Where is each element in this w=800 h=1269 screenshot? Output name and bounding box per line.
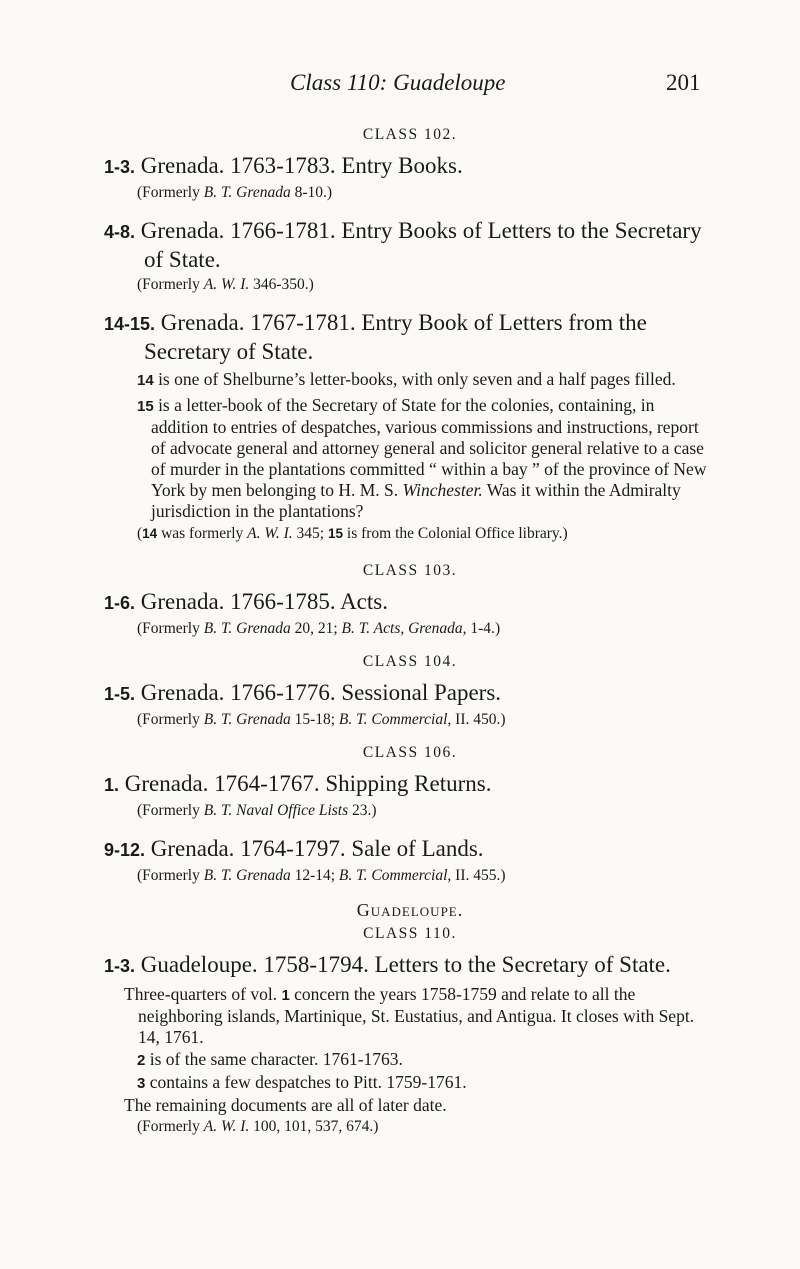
class-heading: CLASS 110. [363,925,457,942]
running-title: Class 110: Guadeloupe [290,70,506,95]
class-102-section [104,126,708,544]
entry-number: 1-6. [104,593,136,613]
note-paragraph: The remaining documents are all of later date. [124,1095,447,1115]
entry-text: Grenada. 1766-1781. Entry Books of Letters to the Secretary of State. [140,218,702,272]
note-paragraph: 3 contains a few despatches to Pitt. 1759-1761. [137,1072,467,1092]
entry-title [104,679,708,708]
entry-text: Grenada. 1764-1797. Sale of Lands. [150,836,484,861]
entry-title [104,951,708,980]
entry-title [104,217,708,273]
entry-number: 1. [104,775,120,795]
entry-number: 14-15. [104,314,156,334]
section-heading: Guadeloupe. [356,900,464,920]
entry-formerly: (Formerly B. T. Grenada 8-10.) [137,184,333,201]
note-paragraph: Three-quarters of vol. 1 concern the years 1758-1759 and relate to all the neighboring islands, Martinique, St. Eustatius, and Antigua. It closes with Sept. 14, 1761. [124,984,695,1047]
entry-number: 4-8. [104,222,136,242]
class-heading: CLASS 103. [362,562,458,579]
class-106-section [104,744,708,886]
entry-formerly: (Formerly A. W. I. 100, 101, 537, 674.) [137,1118,379,1135]
entry-text: Guadeloupe. 1758-1794. Letters to the Secretary of State. [140,952,671,977]
page-content [104,126,708,1151]
class-heading: CLASS 104. [362,653,458,670]
guadeloupe-section [104,900,708,1137]
entry-title [104,588,708,617]
running-head [0,70,800,110]
entry-title [104,152,708,181]
class-heading: CLASS 102. [362,126,458,143]
entry-title [104,835,708,864]
page-number: 201 [666,70,701,95]
class-heading: CLASS 106. [362,744,458,761]
entry-text: Grenada. 1767-1781. Entry Book of Letters from the Secretary of State. [144,310,647,364]
entry-number: 9-12. [104,840,146,860]
entry-text: Grenada. 1764-1767. Shipping Returns. [124,771,492,796]
entry-text: Grenada. 1763-1783. Entry Books. [140,153,463,178]
entry-text: Grenada. 1766-1785. Acts. [140,589,388,614]
note-paragraph: 14 is one of Shelburne’s letter-books, with only seven and a half pages filled. [137,369,676,389]
entry-number: 1-3. [104,157,136,177]
entry-number: 1-5. [104,684,136,704]
entry-text: Grenada. 1766-1776. Sessional Papers. [140,680,502,705]
class-104-section [104,653,708,730]
note-paragraph: 2 is of the same character. 1761-1763. [137,1049,403,1069]
class-103-section [104,562,708,639]
entry-formerly: (14 was formerly A. W. I. 345; 15 is from the Colonial Office library.) [137,525,568,542]
entry-number: 1-3. [104,956,136,976]
entry-formerly: (Formerly B. T. Naval Office Lists 23.) [137,802,377,819]
entry-formerly: (Formerly A. W. I. 346-350.) [137,276,314,293]
entry-formerly: (Formerly B. T. Grenada 12-14; B. T. Commercial, II. 455.) [137,867,506,884]
entry-title [104,309,708,365]
entry-title [104,770,708,799]
note-paragraph: 15 is a letter-book of the Secretary of State for the colonies, containing, in addition to entries of despatches, various commissions and instructions, report of advocate general and attorney general and solicitor general relative to a case of murder in the plantations committed “ within a bay ” of the province of New York by men belonging to H. M. S. Winchester. Was it within the Admiralty jurisdiction in the plantations? [137,395,707,521]
entry-formerly: (Formerly B. T. Grenada 15-18; B. T. Commercial, II. 450.) [137,711,506,728]
entry-formerly: (Formerly B. T. Grenada 20, 21; B. T. Acts, Grenada, 1-4.) [137,620,501,637]
